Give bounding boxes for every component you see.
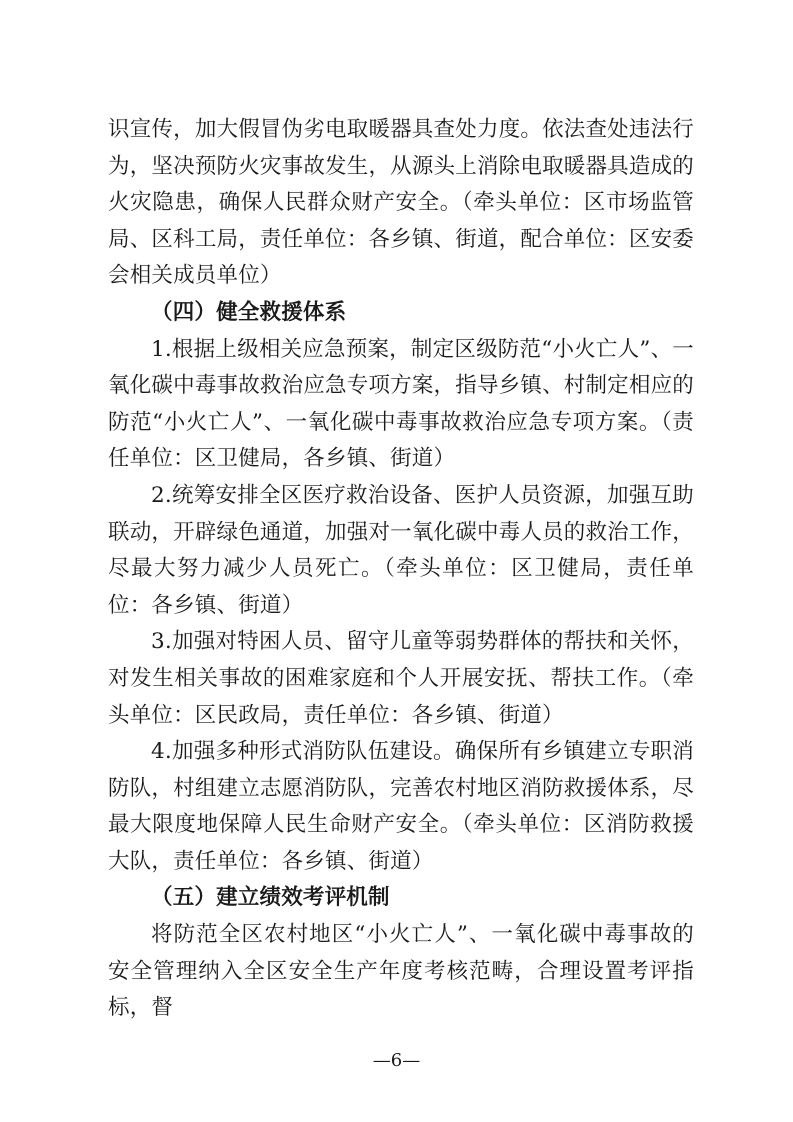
page-number: —6—: [372, 1050, 421, 1071]
paragraph-item-4: 4.加强多种形式消防队伍建设。确保所有乡镇建立专职消防队，村组建立志愿消防队，完善农村地区消防救援体系，尽最大限度地保障人民生命财产安全。（牵头单位：区消防救援大队，责任单位：各乡镇、街道）: [108, 739, 694, 874]
paragraph-continued: 识宣传，加大假冒伪劣电取暖器具查处力度。依法查处违法行为，坚决预防火灾事故发生，从源头上消除电取暖器具造成的火灾隐患，确保人民群众财产安全。（牵头单位：区市场监管局、区科工局，责任单位：各乡镇、街道，配合单位：区安委会相关成员单位）: [108, 117, 694, 289]
paragraph-item-1: 1.根据上级相关应急预案，制定区级防范“小火亡人”、一氧化碳中毒事故救治应急专项方案，指导乡镇、村制定相应的防范“小火亡人”、一氧化碳中毒事故救治应急专项方案。（责任单位：区卫健局，各乡镇、街道）: [108, 336, 694, 472]
document-body: [108, 112, 694, 1027]
paragraph-section-5: 将防范全区农村地区“小火亡人”、一氧化碳中毒事故的安全管理纳入全区安全生产年度考核范畴，合理设置考评指标，督: [108, 922, 694, 1021]
section-heading-4: （四）健全救援体系: [151, 299, 347, 325]
paragraph-item-2: 2.统筹安排全区医疗救治设备、医护人员资源，加强互助联动，开辟绿色通道，加强对一氧化碳中毒人员的救治工作，尽最大努力减少人员死亡。（牵头单位：区卫健局，责任单位：各乡镇、街道）: [108, 482, 694, 618]
paragraph-item-3: 3.加强对特困人员、留守儿童等弱势群体的帮扶和关怀，对发生相关事故的困难家庭和个人开展安抚、帮扶工作。（牵头单位：区民政局，责任单位：各乡镇、街道）: [108, 629, 694, 728]
section-heading-5: （五）建立绩效考评机制: [151, 885, 390, 911]
